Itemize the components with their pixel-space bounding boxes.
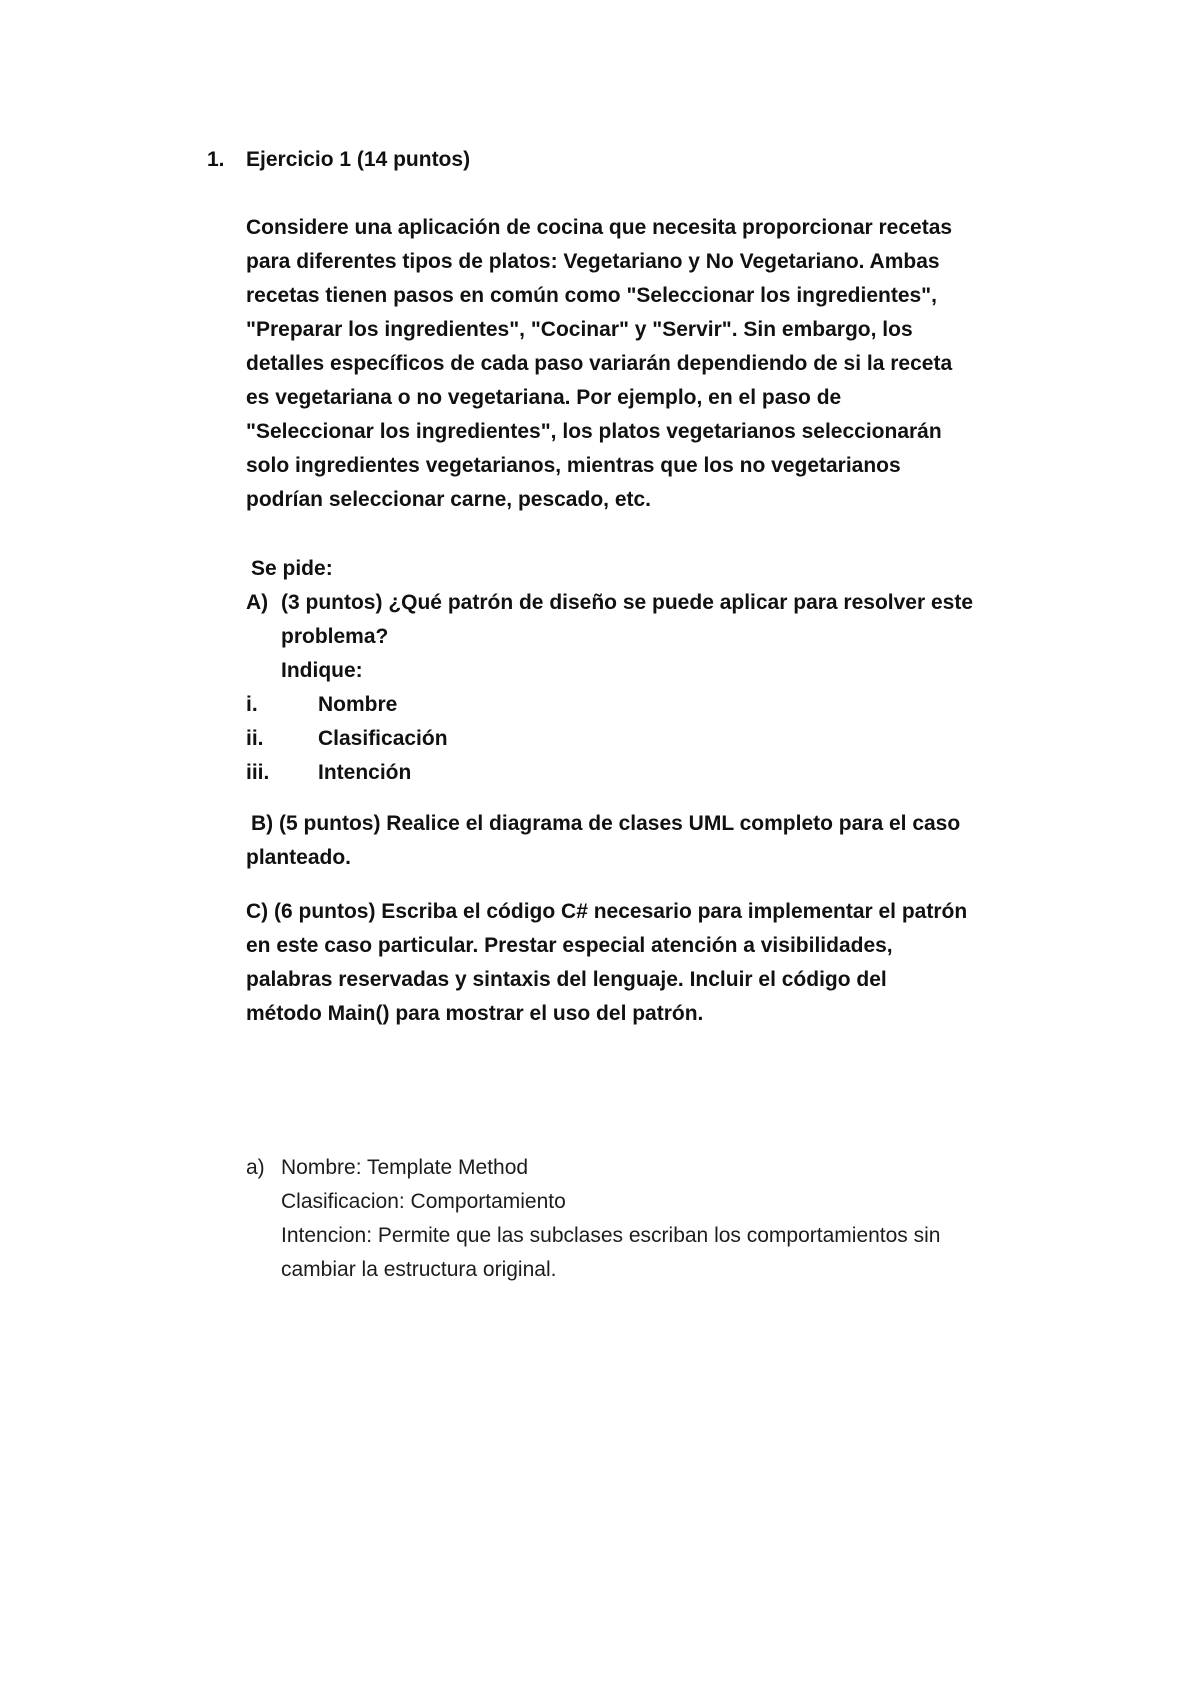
list-item-marker: i. <box>246 693 258 716</box>
question-b-line: planteado. <box>246 846 352 869</box>
question-a-line: (3 puntos) ¿Qué patrón de diseño se puede aplicar para resolver este <box>281 591 974 614</box>
question-b-line: B) (5 puntos) Realice el diagrama de clases UML completo para el caso <box>251 812 961 835</box>
statement-line: es vegetariana o no vegetariana. Por ejemplo, en el paso de <box>246 386 842 409</box>
statement-line: "Preparar los ingredientes", "Cocinar" y "Servir". Sin embargo, los <box>246 318 913 341</box>
list-item-marker: iii. <box>246 761 270 784</box>
statement-line: Considere una aplicación de cocina que necesita proporcionar recetas <box>246 216 953 239</box>
statement-line: recetas tienen pasos en común como "Seleccionar los ingredientes", <box>246 284 937 307</box>
list-item-marker: ii. <box>246 727 264 750</box>
list-item-nombre: Nombre <box>318 693 398 716</box>
question-c-line: método Main() para mostrar el uso del patrón. <box>246 1002 704 1025</box>
list-item-intencion: Intención <box>318 761 412 784</box>
answer-line-clasificacion: Clasificacion: Comportamiento <box>281 1190 566 1213</box>
se-pide-label: Se pide: <box>251 557 333 580</box>
question-a-line: problema? <box>281 625 389 648</box>
question-c-line: C) (6 puntos) Escriba el código C# necesario para implementar el patrón <box>246 900 968 923</box>
list-item-clasificacion: Clasificación <box>318 727 448 750</box>
statement-line: "Seleccionar los ingredientes", los platos vegetarianos seleccionarán <box>246 420 942 443</box>
answer-marker: a) <box>246 1156 265 1179</box>
question-a-marker: A) <box>246 591 269 614</box>
statement-line: para diferentes tipos de platos: Vegetariano y No Vegetariano. Ambas <box>246 250 940 273</box>
statement-line: solo ingredientes vegetarianos, mientras que los no vegetarianos <box>246 454 901 477</box>
statement-line: podrían seleccionar carne, pescado, etc. <box>246 488 651 511</box>
question-c-line: palabras reservadas y sintaxis del lenguaje. Incluir el código del <box>246 968 887 991</box>
statement-line: detalles específicos de cada paso variarán dependiendo de si la receta <box>246 352 953 375</box>
exercise-title: Ejercicio 1 (14 puntos) <box>246 148 471 171</box>
answer-line-intencion: Intencion: Permite que las subclases escriban los comportamientos sin <box>281 1224 941 1247</box>
answer-line-intencion-cont: cambiar la estructura original. <box>281 1258 557 1281</box>
exercise-number: 1. <box>207 148 225 171</box>
answer-line-nombre: Nombre: Template Method <box>281 1156 529 1179</box>
indique-label: Indique: <box>281 659 363 682</box>
question-c-line: en este caso particular. Prestar especial atención a visibilidades, <box>246 934 893 957</box>
